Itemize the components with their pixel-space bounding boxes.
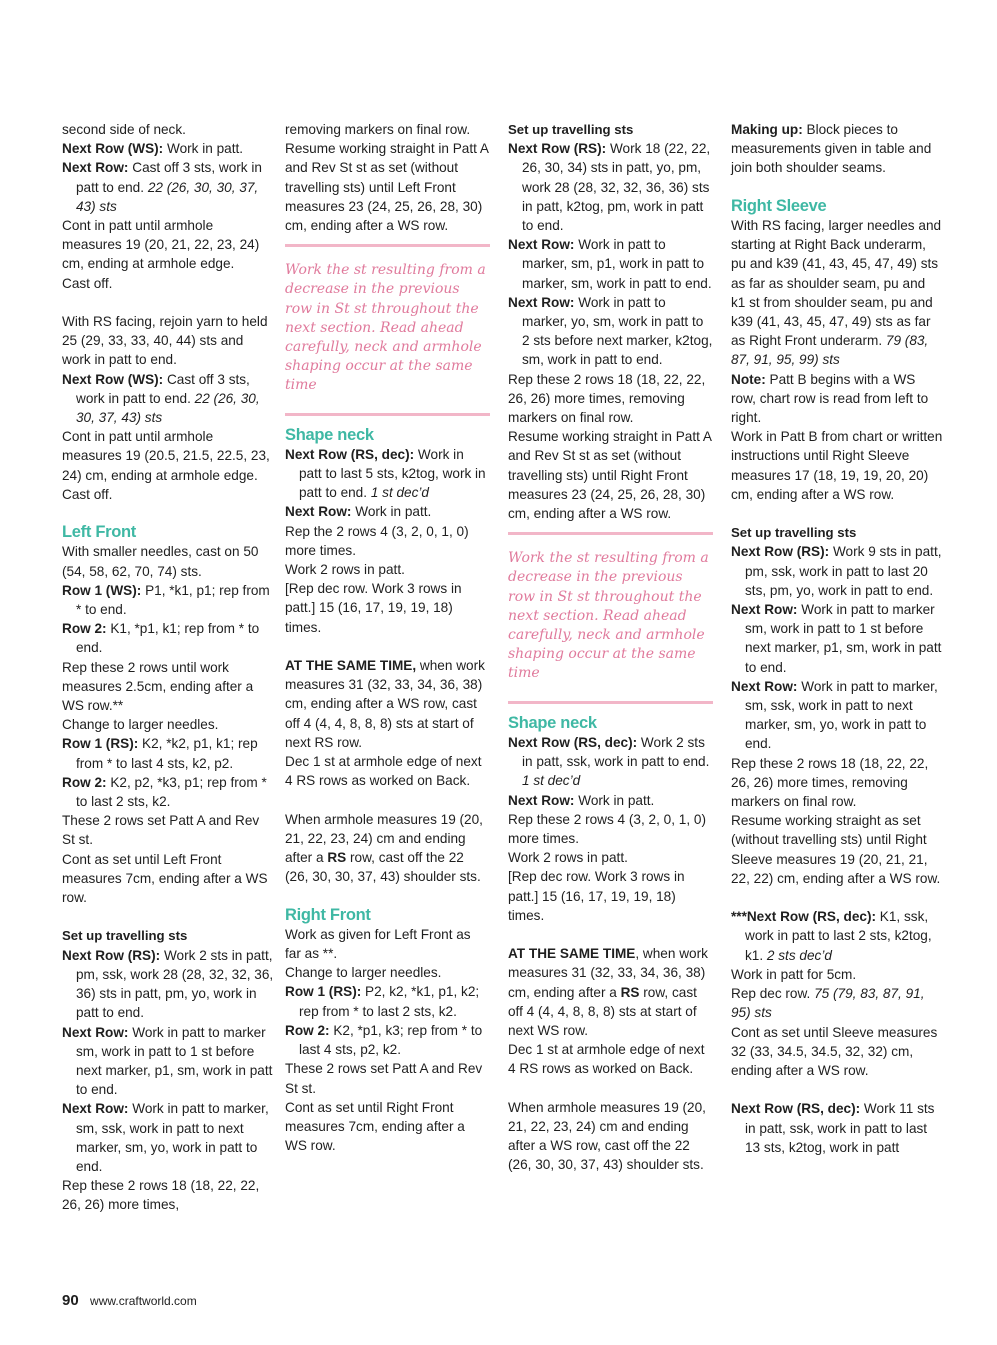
text-run: Cast off. xyxy=(62,275,113,291)
text-run: 79 (83, 87, 91, 95, 99) sts xyxy=(731,333,929,368)
instruction-row xyxy=(285,502,490,521)
text-run: Rep the 2 rows 4 (3, 2, 0, 1, 0) more times. xyxy=(285,523,469,558)
text-run: When armhole measures 19 (20, 21, 22, 23, 24) cm and ending after a WS row, cast off the 22 (26, 30, 30, 37, 43) shoulder sts. xyxy=(508,1099,706,1173)
text-run: , when work measures 31 (32, 33, 34, 36, 38) cm, ending after a xyxy=(508,946,708,1000)
text-run: Row 1 (WS): xyxy=(62,582,142,598)
text-run: Work in patt to marker, sm, ssk, work in patt to next marker, sm, yo, work in patt to end. xyxy=(745,678,938,752)
text-run: Change to larger needles. xyxy=(62,717,219,733)
paragraph xyxy=(285,579,490,637)
text-run: When armhole measures 19 (20, 21, 22, 23, 24) cm and ending after a xyxy=(285,811,483,866)
text-run: Cast off. xyxy=(62,486,113,502)
text-run: Rep these 2 rows 4 (3, 2, 0, 1, 0) more times. xyxy=(508,811,706,846)
text-run: [Rep dec row. Work 3 rows in patt.] 15 (16, 17, 19, 19, 18) times. xyxy=(508,869,685,923)
paragraph xyxy=(285,752,490,790)
text-run: Cont as set until Left Front measures 7cm, ending after a WS row. xyxy=(62,851,268,906)
paragraph xyxy=(285,120,490,139)
text-run: Cast off 3 sts, work in patt to end. xyxy=(76,160,262,195)
text-run: Cont in patt until armhole measures 19 (20.5, 21.5, 22.5, 23, 24) cm, ending at armhole edge. xyxy=(62,429,270,483)
instruction-row xyxy=(62,773,274,811)
text-run: Work in patt to marker sm, work in patt to 1 st before next marker, p1, sm, work in patt to end. xyxy=(76,1024,273,1098)
paragraph xyxy=(62,274,274,293)
text-run: Next Row: xyxy=(62,1101,129,1117)
paragraph xyxy=(508,848,713,867)
text-run: Cont as set until Sleeve measures 32 (33, 34.5, 34.5, 32, 32) cm, ending after a WS row. xyxy=(731,1024,938,1078)
text-run: K2, p2, *k3, p1; rep from * to last 2 sts, k2. xyxy=(76,774,267,810)
instruction-row xyxy=(731,542,943,600)
text-run: Work 2 rows in patt. xyxy=(508,850,628,866)
text-run: Work as given for Left Front as far as **. xyxy=(285,926,471,962)
text-run: Cont as set until Right Front measures 7cm, ending after a WS row. xyxy=(285,1099,465,1154)
instruction-row xyxy=(508,139,713,235)
paragraph xyxy=(62,811,274,849)
text-run: second side of neck. xyxy=(62,122,186,137)
text-run: Row 2: xyxy=(62,621,107,637)
paragraph xyxy=(731,370,943,428)
text-run: With smaller needles, cast on 50 (54, 58, 62, 70, 74) sts. xyxy=(62,544,259,579)
text-run: Next Row (WS): xyxy=(62,371,164,387)
paragraph xyxy=(731,965,943,984)
text-run: Next Row: xyxy=(62,160,129,176)
text-run: Dec 1 st at armhole edge of next 4 RS rows as worked on Back. xyxy=(508,1042,705,1077)
paragraph xyxy=(508,810,713,848)
paragraph xyxy=(62,120,274,139)
paragraph xyxy=(62,850,274,908)
paragraph xyxy=(62,312,274,370)
text-run: Next Row: xyxy=(285,504,352,520)
paragraph xyxy=(731,427,943,504)
text-run: Work 11 sts in patt, ssk, work in patt to last 13 sts, k2tog, work in patt xyxy=(745,1101,935,1155)
paragraph xyxy=(62,1176,274,1214)
instruction-row xyxy=(731,907,943,965)
text-run: RS xyxy=(327,850,347,866)
text-run: Work in patt to last 5 sts, k2tog, work in patt to end. xyxy=(299,446,486,501)
subheading: Set up travelling sts xyxy=(508,122,634,137)
text-run: Work 18 (22, 22, 26, 30, 34) sts in patt, yo, pm, work 28 (28, 32, 32, 36, 36) sts in patt, k2tog, pm, work in patt to end. xyxy=(522,141,711,234)
text-run: Rep these 2 rows 18 (18, 22, 22, 26, 26) more times, removing markers on final row. xyxy=(731,755,929,810)
instruction-row xyxy=(508,235,713,293)
instruction-row xyxy=(62,139,274,158)
subheading: Set up travelling sts xyxy=(62,928,188,944)
text-run: With RS facing, rejoin yarn to held 25 (29, 33, 33, 40, 44) sts and work in patt to end. xyxy=(62,314,268,368)
callout-note: Work the st resulting from a decrease in the previous row in St st throughout the next section. Read ahead carefully, neck and armhole shaping occur at the same time xyxy=(508,532,713,703)
text-run: Next Row (WS): xyxy=(62,141,164,157)
text-run: Next Row: xyxy=(508,294,575,310)
spacer xyxy=(731,888,943,907)
text-run: K2, *k2, p1, k1; rep from * to last 4 sts, k2, p2. xyxy=(76,736,258,771)
text-run: Work in patt. xyxy=(574,792,655,808)
text-run: Work 2 sts in patt, pm, ssk, work 28 (28, 32, 32, 36, 36) sts in patt, pm, yo, work in patt to end. xyxy=(76,947,274,1021)
spacer xyxy=(285,637,490,656)
spacer xyxy=(508,925,713,944)
text-run: 75 (79, 83, 87, 91, 95) sts xyxy=(731,986,925,1021)
section-heading: Shape neck xyxy=(508,713,597,732)
spacer xyxy=(731,178,943,197)
instruction-row xyxy=(62,1023,274,1100)
text-run: With RS facing, larger needles and starting at Right Back underarm, pu and k39 (41, 43, 45, 47, 49) sts as far as shoulder seam, pu and k1 st from shoulder seam, pu and k39 (41, 43, 45, 47, 49) sts as far as Right Front underarm. xyxy=(731,218,942,349)
instruction-row xyxy=(62,370,274,428)
paragraph xyxy=(285,963,490,982)
text-run: Work in patt to marker, sm, p1, work in patt to marker, sm, work in patt to end. xyxy=(522,237,712,291)
paragraph xyxy=(62,427,274,485)
paragraph xyxy=(285,139,490,235)
spacer xyxy=(731,504,943,523)
text-run: These 2 rows set Patt A and Rev St st. xyxy=(62,813,260,848)
text-run: Note: xyxy=(731,371,766,387)
text-run: removing markers on final row. xyxy=(285,122,471,137)
instruction-row xyxy=(62,158,274,216)
text-run: 22 (26, 30, 30, 37, 43) sts xyxy=(76,390,260,426)
text-run: AT THE SAME TIME, xyxy=(285,658,417,674)
text-run: Cont in patt until armhole measures 19 (20, 21, 22, 23, 24) cm, ending at armhole edge. xyxy=(62,218,260,272)
instruction-row xyxy=(62,734,274,772)
paragraph xyxy=(731,811,943,888)
text-run: row, cast off 4 (4, 4, 8, 8, 8) sts at start of next WS row. xyxy=(508,984,697,1038)
spacer xyxy=(285,886,490,905)
paragraph xyxy=(731,984,943,1022)
text-run: when work measures 31 (32, 33, 34, 36, 38) cm, ending after a WS row, cast off 4 (4, 4, 8, 8, 8) sts at start of next RS row. xyxy=(285,658,485,750)
text-run: Next Row (RS): xyxy=(508,141,607,157)
column-1 xyxy=(62,120,274,1215)
text-run: Rep these 2 rows until work measures 2.5cm, ending after a WS row.** xyxy=(62,659,254,714)
text-run: Next Row (RS, dec): xyxy=(285,446,415,462)
text-run: These 2 rows set Patt A and Rev St st. xyxy=(285,1061,483,1096)
text-run: Block pieces to measurements given in table and join both shoulder seams. xyxy=(731,122,932,176)
instruction-row xyxy=(285,982,490,1020)
text-run: Making up: xyxy=(731,122,803,137)
text-run: Next Row (RS, dec): xyxy=(731,1101,861,1117)
text-run: P2, k2, *k1, p1, k2; rep from * to last 2 sts, k2. xyxy=(299,984,480,1019)
text-run: 2 sts dec’d xyxy=(766,947,832,963)
paragraph xyxy=(285,522,490,560)
text-run: Row 1 (RS): xyxy=(62,736,139,752)
text-run: Patt B begins with a WS row, chart row is read from left to right. xyxy=(731,371,929,426)
text-run: Work in patt for 5cm. xyxy=(731,966,857,982)
footer-url: www.craftworld.com xyxy=(90,1294,197,1308)
spacer xyxy=(285,790,490,809)
text-run: Next Row (RS): xyxy=(62,947,161,963)
text-run: Next Row (RS): xyxy=(731,544,830,560)
spacer xyxy=(62,907,274,926)
paragraph xyxy=(508,1098,713,1175)
text-run: Dec 1 st at armhole edge of next 4 RS rows as worked on Back. xyxy=(285,754,482,789)
text-run: Work in patt. xyxy=(351,504,432,520)
spacer xyxy=(62,293,274,312)
paragraph xyxy=(62,542,274,580)
spacer xyxy=(508,1079,713,1098)
section-heading: Right Front xyxy=(285,905,371,924)
paragraph xyxy=(62,715,274,734)
text-run: Change to larger needles. xyxy=(285,965,442,981)
paragraph xyxy=(285,656,490,752)
text-run: Work in patt to marker, yo, sm, work in patt to 2 sts before next marker, k2tog, sm, work in patt to end. xyxy=(522,294,713,368)
column-4 xyxy=(731,120,943,1157)
instruction-row xyxy=(62,581,274,619)
paragraph xyxy=(508,944,713,1040)
paragraph xyxy=(285,810,490,887)
text-run: K1, ssk, work in patt to last 2 sts, k2tog, k1. xyxy=(745,909,932,963)
instruction-row xyxy=(62,946,274,1023)
paragraph xyxy=(285,560,490,579)
text-run: Row 1 (RS): xyxy=(285,984,362,1000)
text-run: Next Row: xyxy=(731,602,798,618)
text-run: Work 2 rows in patt. xyxy=(285,562,405,578)
instruction-row xyxy=(508,733,713,791)
page-footer xyxy=(62,1292,197,1309)
text-run: Resume working straight as set (without travelling sts) until Right Sleeve measures 19 (20, 21, 21, 22, 22) cm, ending after a WS row. xyxy=(731,813,941,886)
text-run: row, cast off the 22 (26, 30, 30, 37, 43) shoulder sts. xyxy=(285,850,481,885)
text-run: Work in patt to marker sm, work in patt to 1 st before next marker, p1, sm, work in patt to end. xyxy=(745,602,942,675)
instruction-row xyxy=(731,1099,943,1157)
paragraph xyxy=(508,1040,713,1078)
callout-note: Work the st resulting from a decrease in the previous row in St st throughout the next section. Read ahead carefully, neck and armhole shaping occur at the same time xyxy=(285,244,490,415)
paragraph xyxy=(62,216,274,274)
text-run: Rep these 2 rows 18 (18, 22, 22, 26, 26) more times, removing markers on final row. xyxy=(508,371,706,426)
spacer xyxy=(731,1080,943,1099)
text-run: Resume working straight in Patt A and Rev St st as set (without travelling sts) until Right Front measures 23 (24, 25, 26, 28, 30) cm, ending after a WS row. xyxy=(508,429,712,522)
text-run: Next Row: xyxy=(62,1024,129,1040)
paragraph xyxy=(508,867,713,925)
text-run: Next Row (RS, dec): xyxy=(508,734,638,750)
paragraph xyxy=(62,485,274,504)
section-heading: Right Sleeve xyxy=(731,196,827,215)
text-run: 1 st dec’d xyxy=(370,485,429,501)
spacer xyxy=(62,504,274,523)
text-run: K2, *p1, k3; rep from * to last 4 sts, p2, k2. xyxy=(299,1022,483,1058)
text-run: Next Row: xyxy=(508,237,575,253)
column-3 xyxy=(508,120,713,1175)
instruction-row xyxy=(62,619,274,657)
text-run: Row 2: xyxy=(285,1022,330,1038)
page-number: 90 xyxy=(62,1292,79,1309)
section-heading: Left Front xyxy=(62,523,136,542)
text-run: Rep these 2 rows 18 (18, 22, 22, 26, 26) more times, xyxy=(62,1178,260,1213)
paragraph xyxy=(731,1023,943,1081)
paragraph xyxy=(508,427,713,523)
text-run: Rep dec row. xyxy=(731,986,815,1002)
text-run: Work in Patt B from chart or written instructions until Right Sleeve measures 17 (18, 19, 19, 20, 20) cm, ending after a WS row. xyxy=(731,429,943,502)
paragraph xyxy=(508,370,713,428)
text-run: Resume working straight in Patt A and Rev St st as set (without travelling sts) until Left Front measures 23 (24, 25, 26, 28, 30) cm, ending after a WS row. xyxy=(285,141,489,234)
text-run: Cast off 3 sts, work in patt to end. xyxy=(76,371,250,406)
text-run: Work 9 sts in patt, pm, ssk, work in patt to last 20 sts, pm, yo, work in patt to end. xyxy=(745,544,942,598)
instruction-row xyxy=(731,600,943,677)
paragraph xyxy=(731,754,943,812)
text-run: Next Row: xyxy=(731,678,798,694)
subheading: Set up travelling sts xyxy=(731,525,857,541)
text-run: Work in patt to marker, sm, ssk, work in patt to next marker, sm, yo, work in patt to end. xyxy=(76,1101,269,1174)
instruction-row xyxy=(62,1099,274,1176)
text-run: [Rep dec row. Work 3 rows in patt.] 15 (16, 17, 19, 19, 18) times. xyxy=(285,581,462,635)
text-run: Work in patt. xyxy=(163,141,244,157)
instruction-row xyxy=(731,677,943,754)
paragraph xyxy=(285,1059,490,1097)
text-run: K1, *p1, k1; rep from * to end. xyxy=(76,621,260,656)
paragraph xyxy=(62,658,274,716)
text-run: 22 (26, 30, 30, 37, 43) sts xyxy=(76,179,259,214)
section-heading: Shape neck xyxy=(285,425,374,444)
text-run: ***Next Row (RS, dec): xyxy=(731,909,877,925)
instruction-row xyxy=(285,1021,490,1059)
text-run: AT THE SAME TIME xyxy=(508,946,636,962)
text-run: Row 2: xyxy=(62,774,107,790)
text-run: 1 st dec’d xyxy=(522,773,581,789)
paragraph xyxy=(731,120,943,178)
text-run: RS xyxy=(620,984,640,1000)
paragraph xyxy=(285,925,490,963)
column-2 xyxy=(285,120,490,1155)
text-run: Work 2 sts in patt, ssk, work in patt to end. xyxy=(522,734,710,770)
text-run: P1, *k1, p1; rep from * to end. xyxy=(76,582,270,618)
instruction-row xyxy=(508,791,713,810)
paragraph xyxy=(285,1098,490,1156)
instruction-row xyxy=(285,445,490,503)
text-run: Next Row: xyxy=(508,792,575,808)
instruction-row xyxy=(508,293,713,370)
paragraph xyxy=(731,216,943,370)
